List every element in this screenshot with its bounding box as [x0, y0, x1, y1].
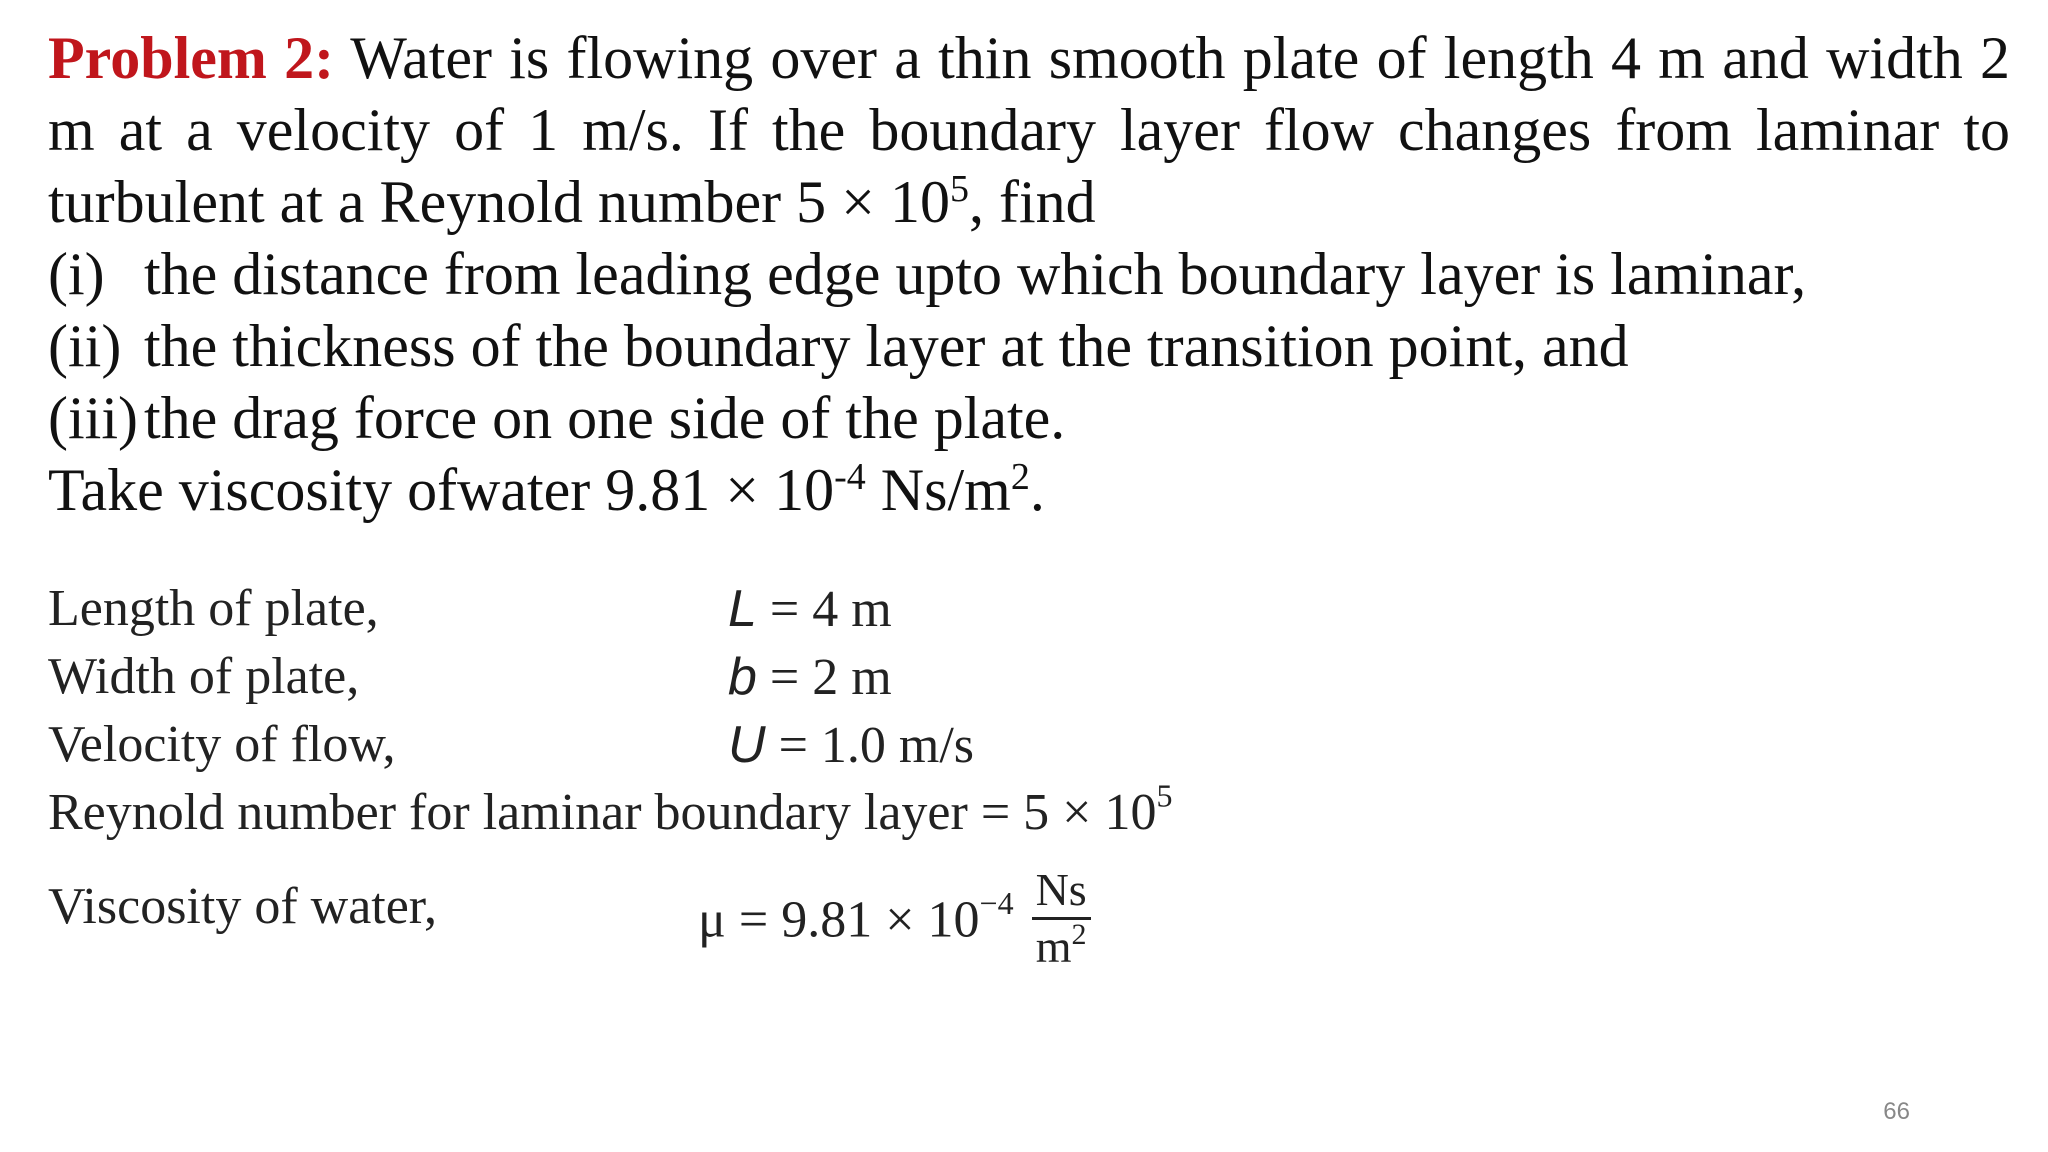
- given-velocity-label: Velocity of flow,: [48, 716, 396, 773]
- given-viscosity-label: Viscosity of water,: [48, 878, 438, 935]
- given-velocity-row: [48, 711, 1348, 779]
- problem-intro-text: Water is flowing over a thin smooth plate of length 4 m and width 2 m at a velocity of 1 m/s. If the boundary layer flow changes from laminar to turbulent at a Reynold number 5 × 10: [48, 25, 2011, 235]
- viscosity-statement: Take viscosity ofwater $9.81 \times 10^{-4}$ $Ns/m^2$.: [48, 456, 1045, 523]
- problem-intro-tail: , find: [969, 169, 1096, 235]
- viscosity-unit-fraction: $\frac{Ns}{m^2}$: [1032, 867, 1091, 970]
- problem-item-1: [48, 238, 2010, 310]
- given-width-row: [48, 643, 1348, 711]
- given-viscosity-row: [48, 853, 1348, 972]
- problem-item-text: the distance from leading edge upto which boundary layer is laminar,: [144, 241, 1807, 307]
- given-velocity-value: U = 1.0 m/s: [728, 716, 975, 774]
- given-length-label: Length of plate,: [48, 580, 379, 637]
- given-reynold-row: [48, 779, 1348, 847]
- given-reynold-text: Reynold number for laminar boundary layer = $5 \times 10^5$: [48, 777, 1173, 841]
- page-number: 66: [1883, 1098, 1910, 1125]
- problem-item-2: [48, 310, 2010, 382]
- given-viscosity-value: $\mu = 9.81 \times 10^{-4}$ $\frac{Ns}{m^2}$: [698, 873, 1091, 976]
- problem-item-number: (iii): [48, 385, 138, 451]
- problem-item-3: [48, 382, 2010, 454]
- problem-intro: [48, 22, 2010, 238]
- given-width-label: Width of plate,: [48, 648, 360, 705]
- given-length-row: [48, 575, 1348, 643]
- problem-item-number: (ii): [48, 313, 122, 379]
- problem-statement: [48, 22, 2010, 526]
- given-data: [48, 575, 1348, 972]
- problem-label: Problem 2:: [48, 25, 335, 91]
- problem-item-text: the drag force on one side of the plate.: [144, 385, 1066, 451]
- problem-item-number: (i): [48, 241, 105, 307]
- problem-intro-exponent: 5: [950, 168, 969, 211]
- given-width-value: b = 2 m: [728, 648, 892, 706]
- problem-item-text: the thickness of the boundary layer at the transition point, and: [144, 313, 1629, 379]
- given-length-value: L = 4 m: [728, 580, 892, 638]
